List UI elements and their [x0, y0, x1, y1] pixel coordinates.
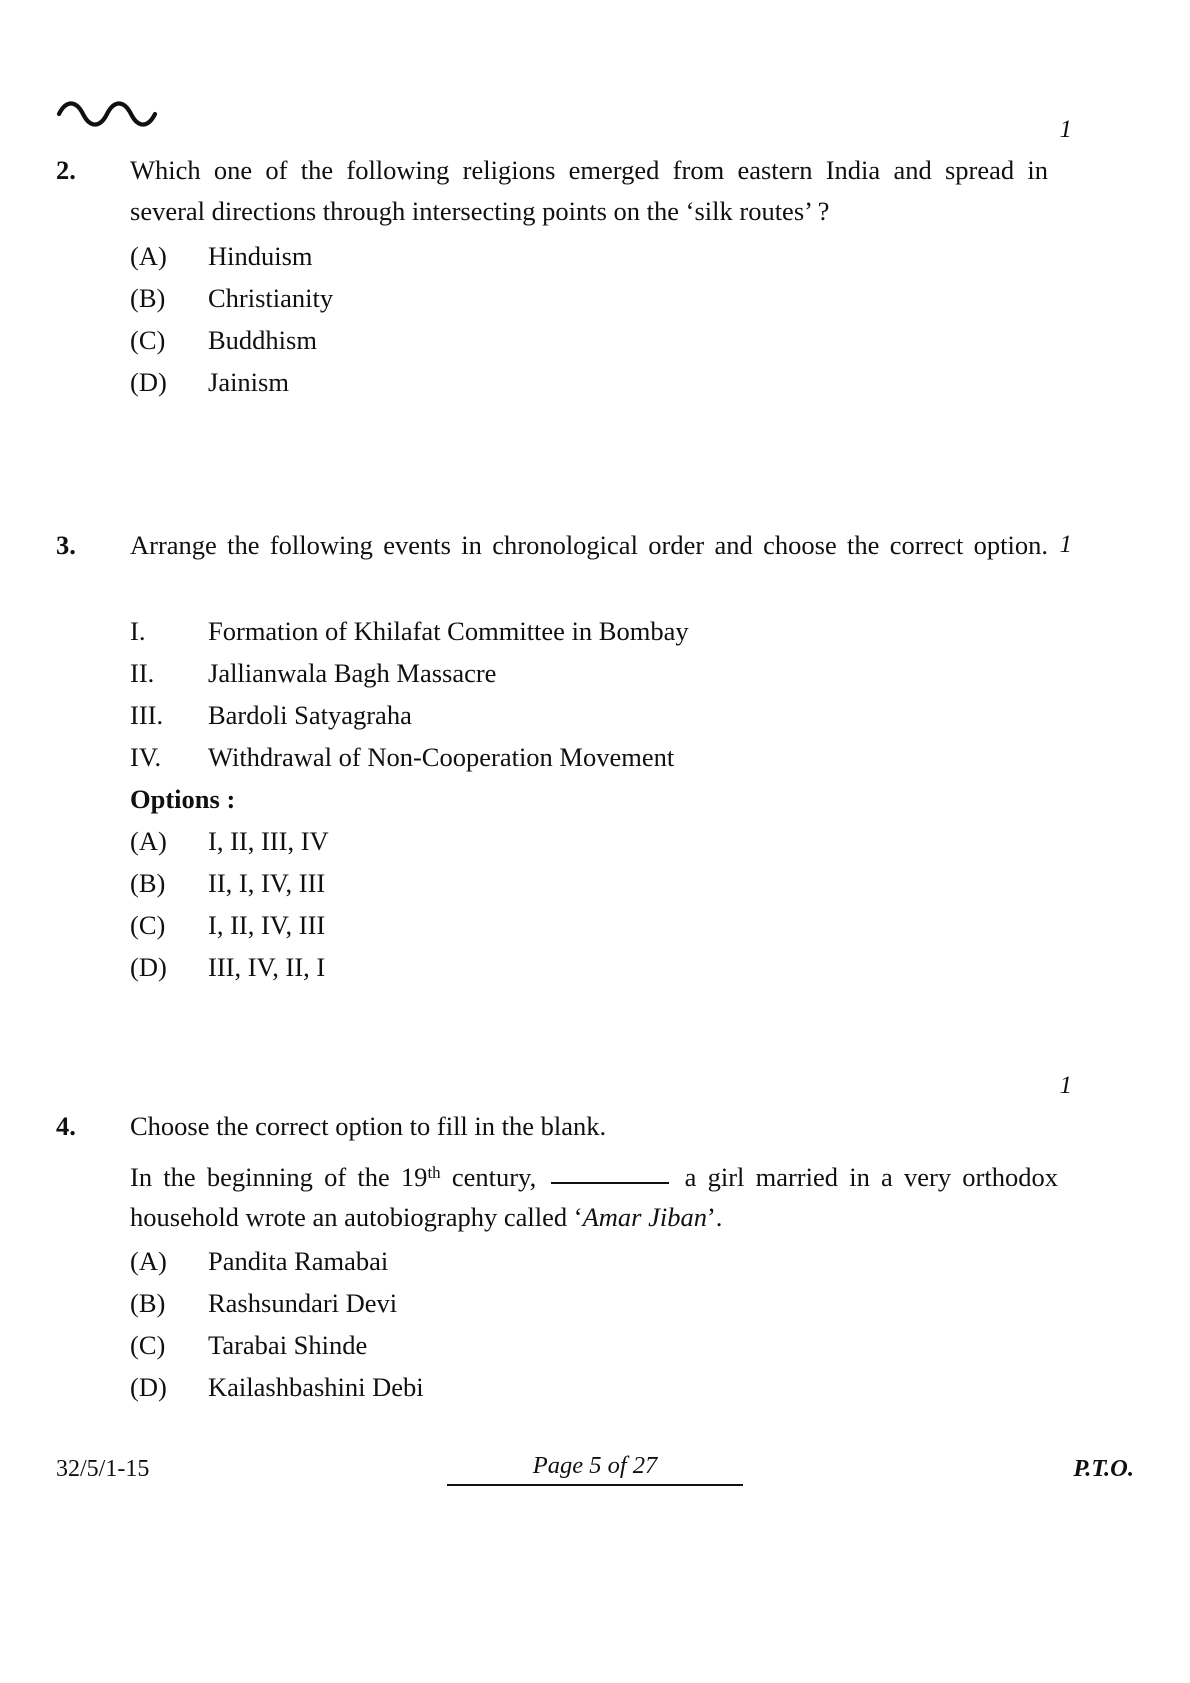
- option-label: Hinduism: [208, 241, 313, 271]
- roman-key: II.: [130, 658, 155, 688]
- roman-key: III.: [130, 700, 164, 730]
- option-label: Buddhism: [208, 325, 317, 355]
- pto-label: P.T.O.: [1073, 1455, 1134, 1482]
- question-2-number: 2.: [56, 155, 76, 185]
- option-key: (C): [130, 1329, 166, 1360]
- blank-underline: [551, 1182, 669, 1184]
- question-3-options: [130, 820, 1066, 988]
- option-item[interactable]: [130, 235, 1066, 277]
- question-4-marks: 1: [1059, 1071, 1072, 1099]
- sentence-part-2: century,: [440, 1161, 548, 1192]
- option-label: I, II, IV, III: [208, 910, 326, 940]
- option-label: I, II, III, IV: [208, 826, 329, 856]
- option-item[interactable]: [130, 1282, 1066, 1324]
- roman-key: I.: [130, 616, 146, 646]
- roman-label: Bardoli Satyagraha: [208, 700, 412, 730]
- option-item[interactable]: [130, 904, 1066, 946]
- option-item[interactable]: [130, 319, 1066, 361]
- option-key: (B): [130, 1287, 166, 1318]
- fill-in-the-blank-sentence: [130, 1157, 1066, 1238]
- option-key: (D): [130, 367, 167, 397]
- list-item: [130, 610, 1066, 652]
- question-2-marks: 1: [1059, 115, 1072, 143]
- option-key: (D): [130, 1371, 167, 1402]
- question-3: [56, 525, 1072, 988]
- option-key: (A): [130, 241, 167, 271]
- sentence-part-3: a girl married in a very orthodox household wrote an autobiography called ‘: [130, 1161, 1058, 1232]
- option-label: Kailashbashini Debi: [208, 1371, 424, 1402]
- option-key: (A): [130, 1245, 167, 1276]
- list-item: [130, 652, 1066, 694]
- option-key: (B): [130, 283, 166, 313]
- option-label: Jainism: [208, 367, 289, 397]
- option-key: (C): [130, 325, 166, 355]
- roman-key: IV.: [130, 742, 162, 772]
- spacer: [56, 988, 1066, 1106]
- option-item[interactable]: [130, 1240, 1066, 1282]
- option-item[interactable]: [130, 1324, 1066, 1366]
- option-label: III, IV, II, I: [208, 952, 326, 982]
- wavy-squiggle-icon: [56, 96, 176, 130]
- questions-container: [56, 115, 1072, 1408]
- option-label: Pandita Ramabai: [208, 1245, 389, 1276]
- question-2-text: Which one of the following religions emerged from eastern India and spread in several directions through intersecting points on the ‘silk routes’ ?: [130, 155, 1048, 226]
- page-number-label: Page 5 of 27: [532, 1452, 658, 1479]
- option-item[interactable]: [130, 1366, 1066, 1408]
- list-item: [130, 736, 1066, 778]
- option-item[interactable]: [130, 820, 1066, 862]
- question-3-marks: 1: [1059, 531, 1072, 558]
- option-label: Rashsundari Devi: [208, 1287, 398, 1318]
- option-label: Tarabai Shinde: [208, 1329, 368, 1360]
- option-key: (C): [130, 910, 166, 940]
- question-4-text: Choose the correct option to fill in the blank.: [130, 1111, 607, 1141]
- roman-label: Jallianwala Bagh Massacre: [208, 658, 497, 688]
- sentence-part-1: In the beginning of the 19: [130, 1161, 428, 1192]
- option-label: Christianity: [208, 283, 334, 313]
- spacer: [56, 403, 1066, 525]
- option-key: (B): [130, 868, 166, 898]
- option-label: II, I, IV, III: [208, 868, 326, 898]
- question-2-options: [130, 235, 1066, 403]
- question-3-event-list: [130, 610, 1066, 778]
- option-key: (D): [130, 952, 167, 982]
- option-item[interactable]: [130, 946, 1066, 988]
- roman-label: Formation of Khilafat Committee in Bombay: [208, 616, 689, 646]
- list-item: [130, 694, 1066, 736]
- page-number-rule: [447, 1484, 743, 1486]
- option-key: (A): [130, 826, 167, 856]
- question-4: [56, 1071, 1072, 1408]
- option-item[interactable]: [130, 862, 1066, 904]
- sentence-part-4: ’.: [706, 1202, 723, 1232]
- roman-label: Withdrawal of Non-Cooperation Movement: [208, 742, 675, 772]
- question-4-options: [130, 1240, 1066, 1408]
- options-label: Options :: [130, 784, 236, 814]
- question-2: [56, 115, 1072, 403]
- paper-code: 32/5/1-15: [56, 1455, 150, 1482]
- option-item[interactable]: [130, 361, 1066, 403]
- question-4-number: 4.: [56, 1111, 76, 1141]
- page-number: [56, 1452, 1134, 1486]
- option-item[interactable]: [130, 277, 1066, 319]
- question-3-number: 3.: [56, 530, 76, 560]
- ordinal-superscript: th: [427, 1162, 441, 1182]
- page-footer: [56, 1452, 1134, 1501]
- book-title: Amar Jiban: [582, 1202, 707, 1232]
- question-3-text: Arrange the following events in chronological order and choose the correct option.: [130, 530, 1048, 560]
